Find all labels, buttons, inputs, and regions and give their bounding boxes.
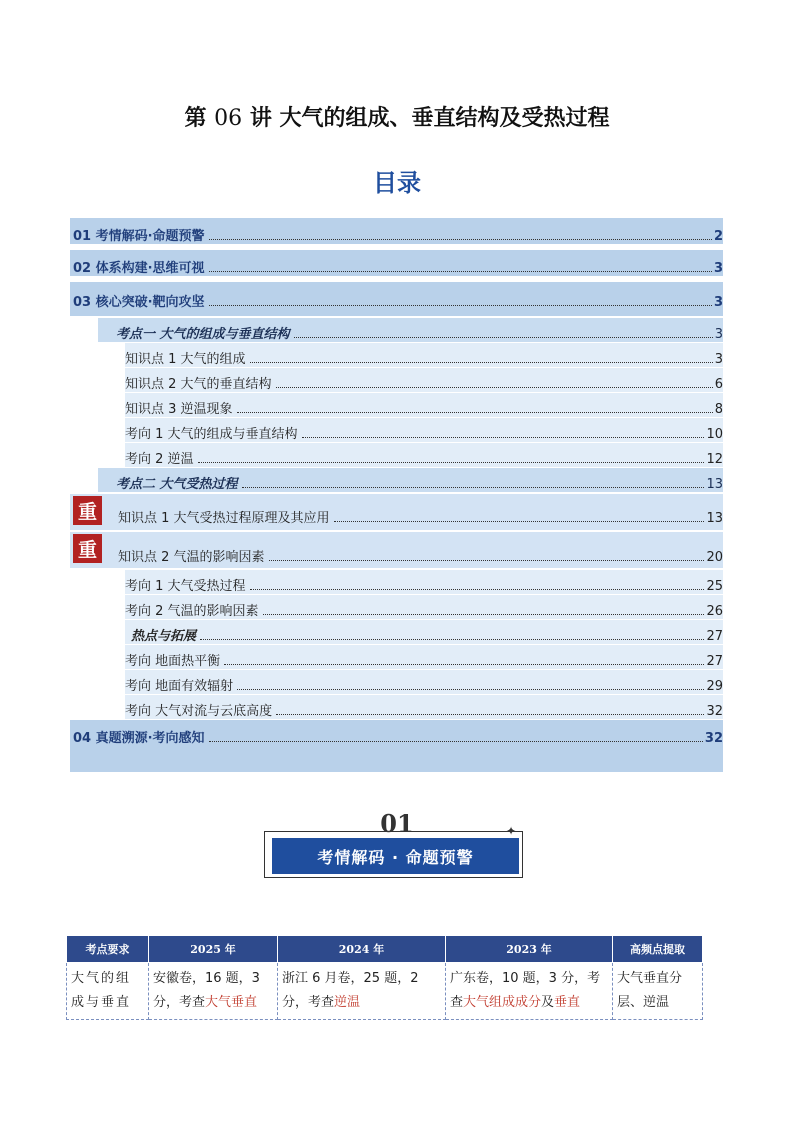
- toc-footer-bar: [70, 746, 723, 772]
- toc-entry[interactable]: [70, 282, 723, 316]
- toc-page: 25: [706, 579, 723, 594]
- toc-page: 6: [714, 377, 723, 392]
- toc-page: 13: [706, 511, 723, 526]
- toc-entry[interactable]: [98, 468, 723, 492]
- toc-page: 3: [713, 261, 723, 276]
- toc-entry-label: 考向 地面热平衡: [125, 654, 221, 669]
- toc-entry[interactable]: [70, 250, 723, 276]
- toc-entry[interactable]: [70, 218, 723, 244]
- toc-page: 32: [706, 704, 723, 719]
- leader-dots: [198, 461, 705, 463]
- leader-dots: [200, 638, 704, 640]
- cell-exam-point: 大气的组成与垂直: [67, 963, 149, 1020]
- page-title: 第 06 讲 大气的组成、垂直结构及受热过程: [184, 106, 610, 131]
- toc-entry-label: 考点二 大气受热过程: [116, 477, 238, 492]
- column-header: 2025 年: [149, 936, 278, 963]
- toc-entry[interactable]: [125, 595, 723, 619]
- toc-entry-label: 考向 1 大气受热过程: [125, 579, 246, 594]
- section-banner: 考情解码 · 命题预警: [272, 838, 519, 874]
- toc-entry-label: 考向 1 大气的组成与垂直结构: [125, 427, 298, 442]
- sparkle-icon: ✦: [506, 824, 517, 838]
- leader-dots: [263, 613, 705, 615]
- exam-analysis-table: [66, 935, 703, 1020]
- leader-dots: [237, 688, 704, 690]
- toc-entry[interactable]: [125, 393, 723, 417]
- cell-high-frequency: 大气垂直分层、逆温: [613, 963, 703, 1020]
- toc-entry-label: 考向 2 气温的影响因素: [125, 604, 259, 619]
- toc-page: 13: [706, 477, 723, 492]
- toc-entry-label: 知识点 2 大气的垂直结构: [125, 377, 272, 392]
- key-point-badge: 重: [73, 534, 102, 563]
- toc-page: 27: [706, 654, 723, 669]
- toc-entry[interactable]: [125, 695, 723, 719]
- toc-entry-label: 热点与拓展: [131, 629, 197, 644]
- leader-dots: [334, 520, 705, 522]
- leader-dots: [209, 270, 712, 272]
- toc-entry-label: 考向 2 逆温: [125, 452, 194, 467]
- leader-dots: [250, 361, 713, 363]
- toc-entry-label: 考向 地面有效辐射: [125, 679, 234, 694]
- toc-entry-label: 04 真题溯源·考向感知: [73, 731, 205, 746]
- toc-entry[interactable]: [125, 570, 723, 594]
- toc-entry[interactable]: [70, 532, 723, 568]
- toc-page: 8: [714, 402, 723, 417]
- toc-entry-label: 03 核心突破·靶向攻坚: [73, 295, 205, 310]
- toc-page: 26: [706, 604, 723, 619]
- toc-entry-label: 考向 大气对流与云底高度: [125, 704, 273, 719]
- toc-page: 10: [706, 427, 723, 442]
- leader-dots: [209, 740, 703, 742]
- column-header: 2023 年: [446, 936, 613, 963]
- leader-dots: [242, 486, 705, 488]
- leader-dots: [302, 436, 705, 438]
- toc-entry[interactable]: [125, 645, 723, 669]
- toc-entry-label: 知识点 3 逆温现象: [125, 402, 233, 417]
- toc-entry-label: 知识点 2 气温的影响因素: [118, 550, 265, 565]
- leader-dots: [237, 411, 713, 413]
- toc-page: 32: [704, 731, 723, 746]
- key-point-badge: 重: [73, 496, 102, 525]
- leader-dots: [209, 238, 712, 240]
- toc-entry-label: 知识点 1 大气的组成: [125, 352, 246, 367]
- cell-2024: 浙江 6 月卷，25 题，2 分，考查逆温: [278, 963, 446, 1020]
- toc-entry[interactable]: [125, 368, 723, 392]
- column-header: 2024 年: [278, 936, 446, 963]
- toc-page: 3: [713, 295, 723, 310]
- toc-entry-label: 知识点 1 大气受热过程原理及其应用: [118, 511, 330, 526]
- toc-page: 3: [714, 327, 723, 342]
- toc-entry[interactable]: [125, 418, 723, 442]
- toc-entry-label: 02 体系构建·思维可视: [73, 261, 205, 276]
- leader-dots: [294, 336, 713, 338]
- column-header: 考点要求: [67, 936, 149, 963]
- toc-heading: 目录: [373, 169, 421, 197]
- cell-2023: 广东卷，10 题，3 分，考查大气组成成分及垂直: [446, 963, 613, 1020]
- toc-entry[interactable]: [70, 494, 723, 530]
- toc-entry[interactable]: [125, 443, 723, 467]
- section-number: 01: [380, 809, 414, 838]
- toc-entry[interactable]: [125, 670, 723, 694]
- toc-entry[interactable]: [70, 720, 723, 746]
- leader-dots: [224, 663, 704, 665]
- toc-page: 27: [706, 629, 723, 644]
- toc-page: 12: [706, 452, 723, 467]
- table-row: [67, 963, 703, 1020]
- column-header: 高频点提取: [613, 936, 703, 963]
- leader-dots: [269, 559, 705, 561]
- toc-entry[interactable]: [98, 318, 723, 342]
- leader-dots: [250, 588, 705, 590]
- toc-entry[interactable]: [125, 343, 723, 367]
- leader-dots: [276, 713, 704, 715]
- cell-2025: 安徽卷，16 题，3 分，考查大气垂直: [149, 963, 278, 1020]
- leader-dots: [209, 304, 712, 306]
- toc-entry[interactable]: [125, 620, 723, 644]
- toc-entry-label: 考点一 大气的组成与垂直结构: [116, 327, 290, 342]
- leader-dots: [276, 386, 713, 388]
- toc-entry-label: 01 考情解码·命题预警: [73, 229, 205, 244]
- toc-page: 3: [714, 352, 723, 367]
- toc-page: 20: [706, 550, 723, 565]
- toc-page: 29: [706, 679, 723, 694]
- table-header-row: [67, 936, 703, 963]
- toc-page: 2: [713, 229, 723, 244]
